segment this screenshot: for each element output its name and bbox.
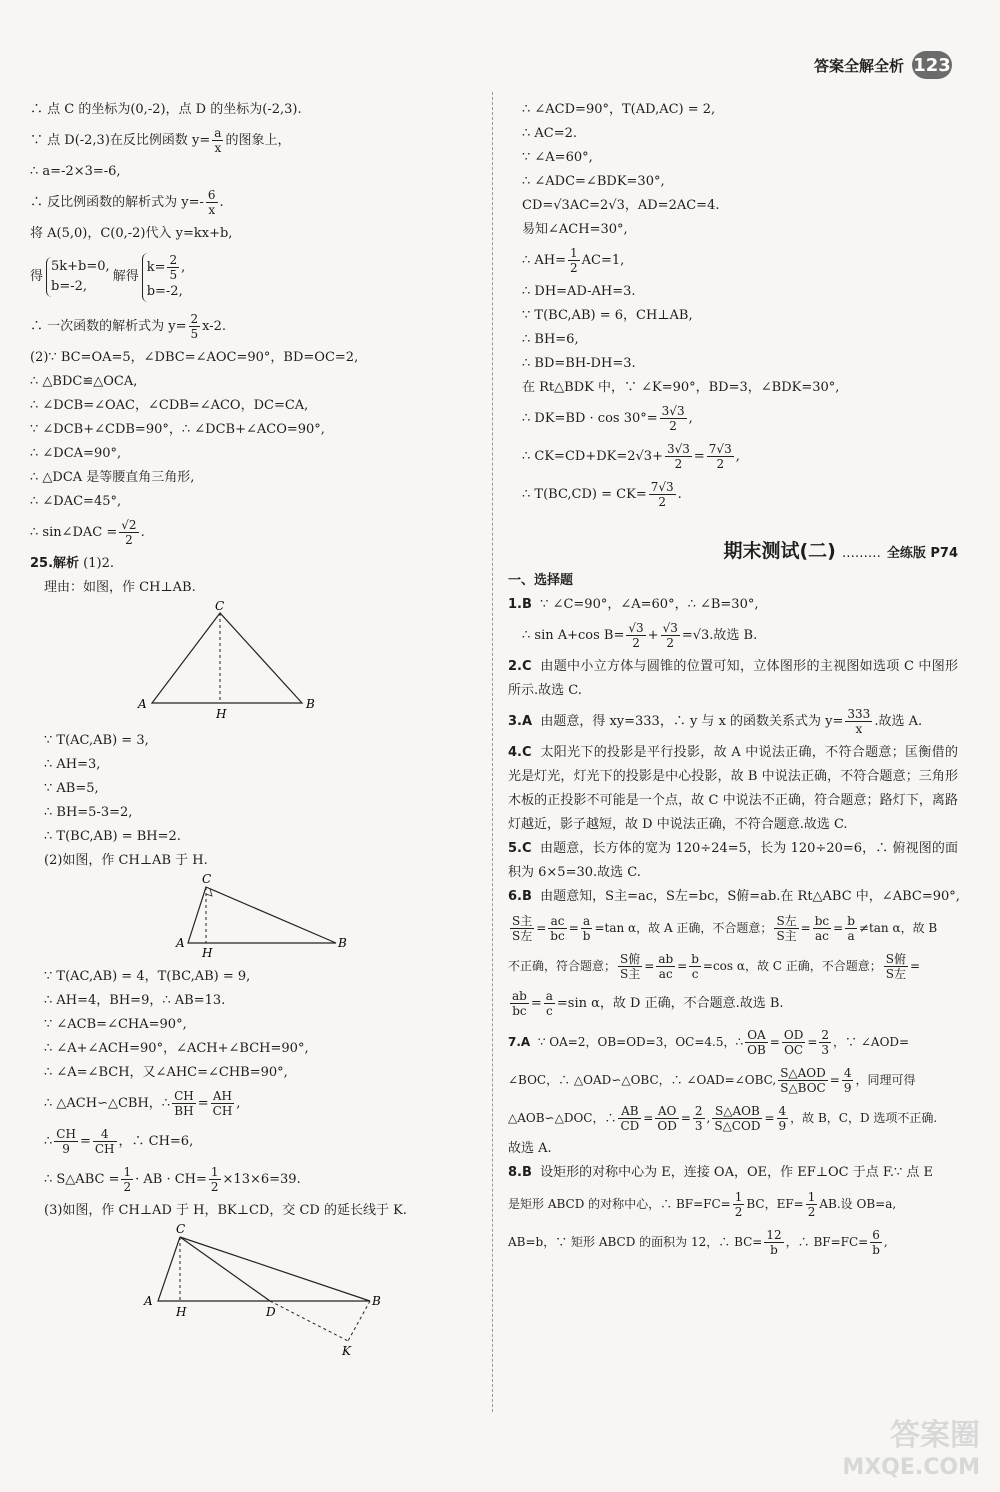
column-divider — [492, 92, 493, 1412]
text-line: ∴ $\frac{CH}{9}$ = $\frac{4}{CH}$ ，∴ CH=6, — [44, 1127, 194, 1156]
section-heading: 期末测试(二) ……… 全练版 P74 — [723, 540, 958, 562]
text-line: ∴ AH= $\frac{1}{2}$ AC=1, — [522, 246, 625, 275]
label-C: C — [176, 1223, 186, 1236]
answer-7: 7.A ∵ OA=2，OB=OD=3，OC=4.5，∴ $\frac{OA}{OB}$ = $\frac{OD}{OC}$ = $\frac{2}{3}$ ，∵ ∠AOD= — [508, 1028, 910, 1057]
text-line: ∴ △ACH∽△CBH，∴ $\frac{CH}{BH}$ = $\frac{AH}{CH}$ , — [44, 1089, 241, 1118]
page-number: 123 — [912, 51, 952, 79]
text-line: ∴ T(BC,AB) = BH=2. — [44, 829, 181, 844]
figure-1-triangle — [30, 600, 470, 725]
text-line: ∴ ∠DCA=90°, — [30, 446, 122, 461]
text-line: ∴ 点 C 的坐标为(0,-2)，点 D 的坐标为(-2,3). — [30, 102, 302, 117]
label-B: B — [306, 697, 315, 711]
label-B: B — [372, 1294, 381, 1308]
text-line: (2)如图，作 CH⊥AB 于 H. — [44, 853, 208, 868]
label-H: H — [176, 1305, 187, 1319]
answer-1: 1.B ∵ ∠C=90°，∠A=60°，∴ ∠B=30°, — [508, 597, 759, 612]
text-line: ∴ ∠A+∠ACH=90°，∠ACH+∠BCH=90°, — [44, 1041, 309, 1056]
text-line: ∴ △BDC≌△OCA, — [30, 374, 138, 389]
text-line: ∴ △DCA 是等腰直角三角形, — [30, 470, 195, 485]
text-line: 不正确，符合题意； $\frac{\text{S俯}}{\text{S主}}$ = $\frac{ab}{ac}$ = $\frac{b}{c}$ =cos α，故 C 正确，不合题意； $\frac{\text{S俯}}{\text{S左}}$ = — [508, 952, 921, 981]
text-line: CD=√3AC=2√3，AD=2AC=4. — [522, 198, 720, 213]
text-line: (2)∵ BC=OA=5，∠DBC=∠AOC=90°，BD=OC=2, — [30, 350, 359, 365]
text-line: ∴ 反比例函数的解析式为 y=- $\frac{6}{x}$ . — [30, 188, 224, 217]
text-line: ∴ ∠A=∠BCH，又∠AHC=∠CHB=90°, — [44, 1065, 288, 1080]
label-H: H — [202, 946, 213, 960]
label-D: D — [266, 1305, 276, 1319]
label-B: B — [338, 936, 347, 950]
text-line: 将 A(5,0)，C(0,-2)代入 y=kx+b, — [30, 226, 233, 241]
text-line: ∠BOC，∴ △OAD∽△OBC，∴ ∠OAD=∠OBC, $\frac{\text{S△AOD}}{\text{S△BOC}}$ = $\frac{4}{9}$ ，同理可得 — [508, 1066, 916, 1095]
text-line: ∴ sin∠DAC = $\frac{√2}{2}$ . — [30, 518, 145, 547]
question-25: 25.解析 (1)2. — [30, 556, 114, 571]
text-line: (3)如图，作 CH⊥AD 于 H，BK⊥CD，交 CD 的延长线于 K. — [44, 1203, 407, 1218]
text-line: ∴ BH=6, — [522, 332, 579, 347]
figure-3-triangle — [30, 1223, 470, 1358]
text-line: ∴ ∠ADC=∠BDK=30°, — [522, 174, 665, 189]
text-line: ∴ DH=AD-AH=3. — [522, 284, 636, 299]
answer-6: 6.B 由题意知，S主=ac，S左=bc，S俯=ab.在 Rt△ABC 中，∠ABC=90°, — [508, 889, 960, 904]
text-line: ∴ a=-2×3=-6, — [30, 164, 121, 179]
text-line: 故选 A. — [508, 1141, 552, 1156]
text-line: ∵ T(AC,AB) = 3, — [44, 733, 149, 748]
page-header — [814, 50, 952, 80]
text-line: ∵ ∠A=60°, — [522, 150, 593, 165]
text-line: ∵ ∠ACB=∠CHA=90°, — [44, 1017, 187, 1032]
answer-2: 2.C 由题中小立方体与圆锥的位置可知，立体图形的主视图如选项 C 中图形所示.故选 C. — [508, 659, 958, 698]
text-line: ∵ ∠DCB+∠CDB=90°，∴ ∠DCB+∠ACO=90°, — [30, 422, 325, 437]
answer-5: 5.C 由题意，长方体的宽为 120÷24=5，长为 120÷20=6，∴ 俯视图的面积为 6×5=30.故选 C. — [508, 841, 958, 880]
label-C: C — [215, 600, 225, 613]
right-column — [508, 98, 958, 1261]
text-line: ∵ T(BC,AB) = 6，CH⊥AB, — [522, 308, 693, 323]
figure-2-right-triangle — [30, 873, 470, 961]
text-line: ∴ AH=3, — [44, 757, 101, 772]
text-line: 理由：如图，作 CH⊥AB. — [44, 580, 196, 595]
text-line: ∴ BH=5-3=2, — [44, 805, 133, 820]
text-line: 在 Rt△BDK 中，∵ ∠K=90°，BD=3，∠BDK=30°, — [522, 380, 840, 395]
text-line: ∴ ∠DAC=45°, — [30, 494, 122, 509]
text-line: ∵ 点 D(-2,3)在反比例函数 y= $\frac{a}{x}$ 的图象上， — [30, 126, 291, 155]
text-line: 是矩形 ABCD 的对称中心，∴ BF=FC= $\frac{1}{2}$ BC，EF= $\frac{1}{2}$ AB.设 OB=a, — [508, 1190, 897, 1219]
label-H: H — [216, 707, 227, 721]
header-title: 答案全解全析 — [813, 56, 904, 75]
label-A: A — [138, 697, 147, 711]
text-line: ∴ ∠DCB=∠OAC，∠CDB=∠ACO，DC=CA, — [30, 398, 309, 413]
label-K: K — [342, 1344, 351, 1358]
text-line: 易知∠ACH=30°, — [522, 222, 628, 237]
label-A: A — [144, 1294, 153, 1308]
text-line: ∴ BD=BH-DH=3. — [522, 356, 636, 371]
answer-4: 4.C 太阳光下的投影是平行投影，故 A 中说法正确，不符合题意；匡衡借的光是灯光，灯光下的投影是中心投影，故 B 中说法正确，不符合题意；三角形木板的正投影不可能是一个点，故 C 中说法不正确，符合题意；路灯下，离路灯越近，影子越短，故 D 中说法正确，不符合题意.故选 C. — [508, 745, 958, 832]
text-line: ∴ AH=4，BH=9，∴ AB=13. — [44, 993, 226, 1008]
label-C: C — [202, 873, 212, 886]
text-line: ∴ sin A+cos B= $\frac{√3}{2}$ + $\frac{√3}{2}$ =√3.故选 B. — [522, 621, 758, 650]
text-line: ∴ S△ABC = $\frac{1}{2}$ · AB · CH= $\frac{1}{2}$ ×13×6=39. — [44, 1165, 301, 1194]
text-line: ∵ T(AC,AB) = 4，T(BC,AB) = 9, — [44, 969, 251, 984]
text-line: ∴ AC=2. — [522, 126, 578, 141]
text-line: ∵ AB=5, — [44, 781, 99, 796]
text-line: ∴ 一次函数的解析式为 y= $\frac{2}{5}$ x-2. — [30, 312, 227, 341]
text-line: △AOB∽△DOC，∴ $\frac{AB}{CD}$ = $\frac{AO}{OD}$ = $\frac{2}{3}$ , $\frac{\text{S△AOB}}{\text{S△COD}}$ = $\frac{4}{9}$ ，故 B，C，D 选项不正确. — [508, 1104, 938, 1133]
text-line: AB=b，∵ 矩形 ABCD 的面积为 12，∴ BC= $\frac{12}{b}$ ，∴ BF=FC= $\frac{6}{b}$ , — [508, 1228, 888, 1257]
answer-8: 8.B 设矩形的对称中心为 E，连接 OA，OE，作 EF⊥OC 于点 F.∵ 点 E — [508, 1165, 934, 1180]
text-line: $\frac{ab}{bc}$ = $\frac{a}{c}$ =sin α，故 D 正确，不合题意.故选 B. — [512, 989, 784, 1018]
text-line: ∴ ∠ACD=90°，T(AD,AC) = 2, — [522, 102, 716, 117]
answer-3: 3.A 由题意，得 xy=333，∴ y 与 x 的函数关系式为 y= $\frac{333}{x}$ .故选 A. — [508, 707, 923, 736]
text-line: $\frac{\text{S主}}{\text{S左}}$ = $\frac{ac}{bc}$ = $\frac{a}{b}$ =tan α，故 A 正确，不合题意； $\frac{\text{S左}}{\text{S主}}$ = $\frac{bc}{ac}$ = $\frac{b}{a}$ ≠tan α，故 B — [512, 914, 938, 943]
text-line: ∴ CK=CD+DK=2√3+ $\frac{3√3}{2}$ = $\frac{7√3}{2}$ , — [522, 442, 740, 471]
part-heading: 一、选择题 — [508, 573, 574, 588]
equation-system: 得 5k+b=0, b=-2, 解得 k= $\frac{2}{5}$ , b=-2, — [30, 246, 475, 308]
watermark: 答案圈 MXQE.COM — [842, 1418, 980, 1480]
left-column — [30, 98, 475, 1362]
text-line: ∴ DK=BD · cos 30°= $\frac{3√3}{2}$ , — [522, 404, 693, 433]
text-line: ∴ T(BC,CD) = CK= $\frac{7√3}{2}$ . — [522, 480, 682, 509]
label-A: A — [176, 936, 185, 950]
